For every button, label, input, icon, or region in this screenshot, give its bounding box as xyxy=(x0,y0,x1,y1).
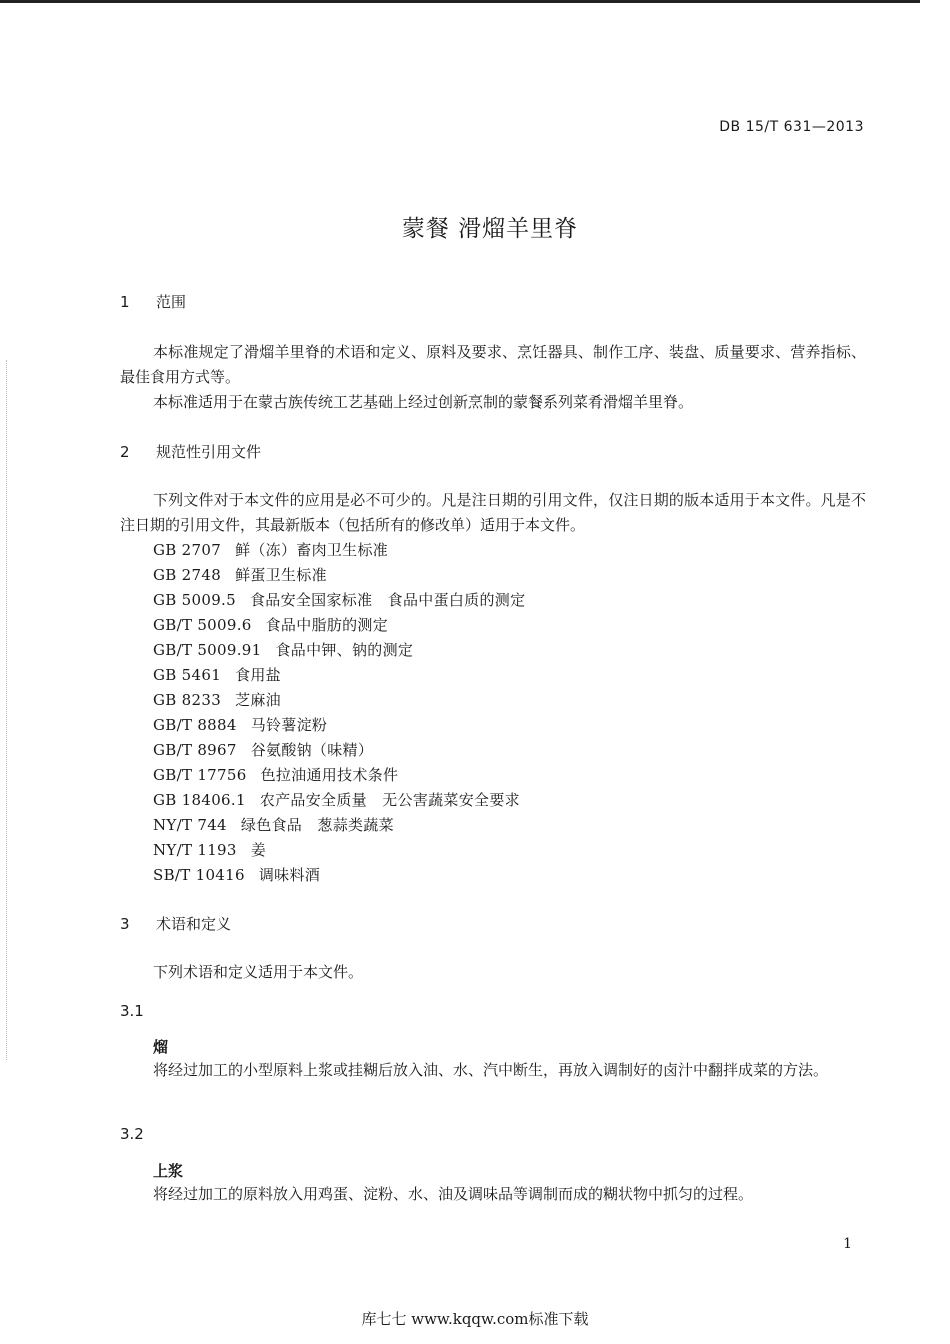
reference-item: GB/T 5009.6 食品中脂肪的测定 xyxy=(153,616,389,634)
section-3-heading xyxy=(120,913,231,934)
scan-margin-specks xyxy=(6,360,11,1060)
term-title: 上浆 xyxy=(153,1162,184,1180)
reference-item: GB/T 5009.91 食品中钾、钠的测定 xyxy=(153,641,414,659)
top-rule xyxy=(0,0,920,3)
page-number: 1 xyxy=(843,1236,852,1252)
reference-item: NY/T 1193 姜 xyxy=(153,841,267,859)
term-definition: 将经过加工的小型原料上浆或挂糊后放入油、水、汽中断生，再放入调制好的卤汁中翻拌成菜的方法。 xyxy=(153,1061,829,1079)
reference-item: GB 2748 鲜蛋卫生标准 xyxy=(153,566,327,584)
section-1-title: 范围 xyxy=(156,293,187,311)
section-2-intro: 下列文件对于本文件的应用是必不可少的。凡是注日期的引用文件，仅注日期的版本适用于本文件。凡是不注日期的引用文件，其最新版本（包括所有的修改单）适用于本文件。 xyxy=(120,491,866,534)
section-2-number: 2 xyxy=(120,443,130,461)
section-3-title: 术语和定义 xyxy=(156,915,232,933)
term-number: 3.2 xyxy=(120,1125,144,1143)
page-title: 蒙餐 滑熘羊里脊 xyxy=(401,216,579,242)
section-2-heading xyxy=(120,441,261,462)
section-3-intro: 下列术语和定义适用于本文件。 xyxy=(153,963,364,981)
footer-watermark-text: 库七七 www.kqqw.com标准下载 xyxy=(361,1310,589,1328)
reference-item: GB 18406.1 农产品安全质量 无公害蔬菜安全要求 xyxy=(153,791,520,809)
section-1-paragraph-1: 本标准规定了滑熘羊里脊的术语和定义、原料及要求、烹饪器具、制作工序、装盘、质量要求、营养指标、最佳食用方式等。 xyxy=(120,343,866,386)
reference-item: NY/T 744 绿色食品 葱蒜类蔬菜 xyxy=(153,816,394,834)
section-3-number: 3 xyxy=(120,915,130,933)
section-2-title: 规范性引用文件 xyxy=(156,443,262,461)
reference-item: GB 5009.5 食品安全国家标准 食品中蛋白质的测定 xyxy=(153,591,526,609)
reference-item: GB 2707 鲜（冻）畜肉卫生标准 xyxy=(153,541,389,559)
term-definition: 将经过加工的原料放入用鸡蛋、淀粉、水、油及调味品等调制而成的糊状物中抓匀的过程。 xyxy=(153,1185,754,1203)
term-title: 熘 xyxy=(153,1038,169,1056)
term-number: 3.1 xyxy=(120,1002,144,1020)
reference-item: GB/T 17756 色拉油通用技术条件 xyxy=(153,766,399,784)
reference-item: GB 8233 芝麻油 xyxy=(153,691,281,709)
reference-item: GB/T 8884 马铃薯淀粉 xyxy=(153,716,328,734)
section-1-number: 1 xyxy=(120,293,130,311)
standard-code: DB 15/T 631—2013 xyxy=(719,119,864,135)
section-1-paragraph-2: 本标准适用于在蒙古族传统工艺基础上经过创新烹制的蒙餐系列菜肴滑熘羊里脊。 xyxy=(153,393,694,411)
section-1-heading xyxy=(120,291,186,312)
reference-item: SB/T 10416 调味料酒 xyxy=(153,866,321,884)
reference-item: GB/T 8967 谷氨酸钠（味精） xyxy=(153,741,374,759)
reference-item: GB 5461 食用盐 xyxy=(153,666,281,684)
